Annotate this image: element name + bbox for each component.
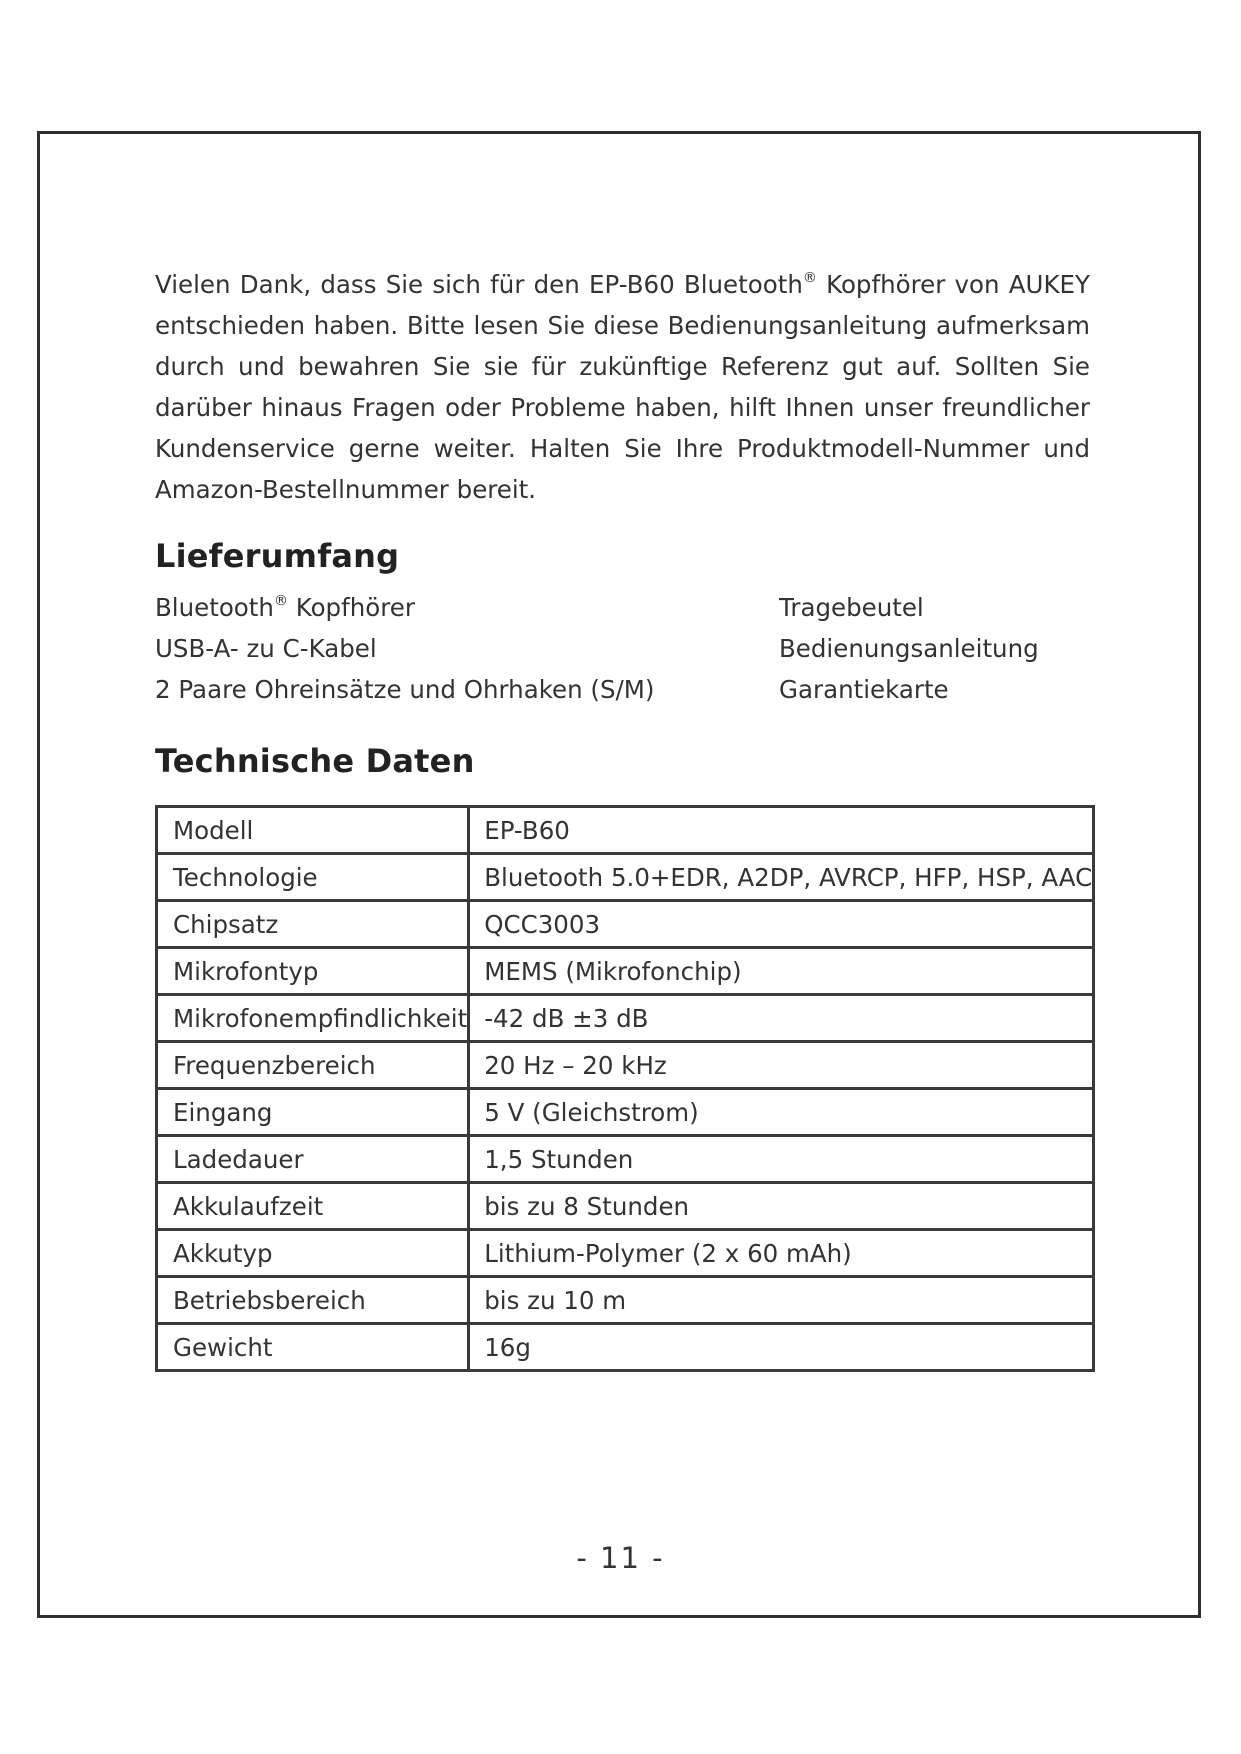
spec-value: QCC3003 xyxy=(469,901,1094,948)
scope-row xyxy=(155,669,1090,710)
spec-key: Chipsatz xyxy=(157,901,469,948)
intro-text-start: Vielen Dank, dass Sie sich für den EP-B60 Bluetooth xyxy=(155,270,803,299)
spec-value: Bluetooth 5.0+EDR, A2DP, AVRCP, HFP, HSP, AAC xyxy=(469,854,1094,901)
spec-value: MEMS (Mikrofonchip) xyxy=(469,948,1094,995)
spec-key: Technologie xyxy=(157,854,469,901)
spec-key: Betriebsbereich xyxy=(157,1277,469,1324)
table-row xyxy=(157,854,1094,901)
spec-value: bis zu 8 Stunden xyxy=(469,1183,1094,1230)
table-row xyxy=(157,948,1094,995)
registered-mark: ® xyxy=(802,270,817,286)
spec-key: Frequenzbereich xyxy=(157,1042,469,1089)
spec-value: EP-B60 xyxy=(469,807,1094,854)
spec-key: Ladedauer xyxy=(157,1136,469,1183)
spec-value: -42 dB ±3 dB xyxy=(469,995,1094,1042)
page-number: - 11 - xyxy=(576,1541,665,1575)
table-row xyxy=(157,1089,1094,1136)
table-row xyxy=(157,995,1094,1042)
scope-item-eartips: 2 Paare Ohreinsätze und Ohrhaken (S/M) xyxy=(155,675,655,704)
spec-key: Akkulaufzeit xyxy=(157,1183,469,1230)
table-row xyxy=(157,1042,1094,1089)
intro-paragraph xyxy=(155,264,1090,510)
scope-heading: Lieferumfang xyxy=(155,537,400,575)
scope-item-bag: Tragebeutel xyxy=(779,593,924,622)
spec-value: 20 Hz – 20 kHz xyxy=(469,1042,1094,1089)
scope-item-warranty: Garantiekarte xyxy=(779,675,949,704)
table-row xyxy=(157,1230,1094,1277)
spec-key: Mikrofontyp xyxy=(157,948,469,995)
table-row xyxy=(157,1277,1094,1324)
scope-item-manual: Bedienungsanleitung xyxy=(779,634,1039,663)
spec-value: bis zu 10 m xyxy=(469,1277,1094,1324)
intro-text-rest: Kopfhörer von AUKEY entschieden haben. Bitte lesen Sie diese Bedienungsanleitung aufmerksam durch und bewahren Sie sie für zukünftige Referenz gut auf. Sollten Sie darüber hinaus Fragen oder Probleme haben, hilft Ihnen unser freundlicher Kundenservice gerne weiter. Halten Sie Ihre Produktmodell-Nummer und Amazon-Bestellnummer bereit. xyxy=(155,270,1090,504)
spec-key: Gewicht xyxy=(157,1324,469,1371)
spec-key: Modell xyxy=(157,807,469,854)
scope-row xyxy=(155,628,1090,669)
spec-key: Akkutyp xyxy=(157,1230,469,1277)
table-row xyxy=(157,807,1094,854)
scope-list xyxy=(155,587,1090,710)
spec-value: Lithium-Polymer (2 x 60 mAh) xyxy=(469,1230,1094,1277)
spec-key: Eingang xyxy=(157,1089,469,1136)
specs-heading: Technische Daten xyxy=(155,742,475,780)
specs-table xyxy=(155,805,1095,1372)
table-row xyxy=(157,901,1094,948)
scope-item-headphones: Bluetooth® Kopfhörer xyxy=(155,593,415,622)
table-row xyxy=(157,1324,1094,1371)
spec-value: 16g xyxy=(469,1324,1094,1371)
scope-item-cable: USB-A- zu C-Kabel xyxy=(155,634,377,663)
table-row xyxy=(157,1136,1094,1183)
registered-mark: ® xyxy=(273,593,288,609)
table-row xyxy=(157,1183,1094,1230)
spec-key: Mikrofonempfindlichkeit xyxy=(157,995,469,1042)
spec-value: 1,5 Stunden xyxy=(469,1136,1094,1183)
spec-value: 5 V (Gleichstrom) xyxy=(469,1089,1094,1136)
scope-row xyxy=(155,587,1090,628)
